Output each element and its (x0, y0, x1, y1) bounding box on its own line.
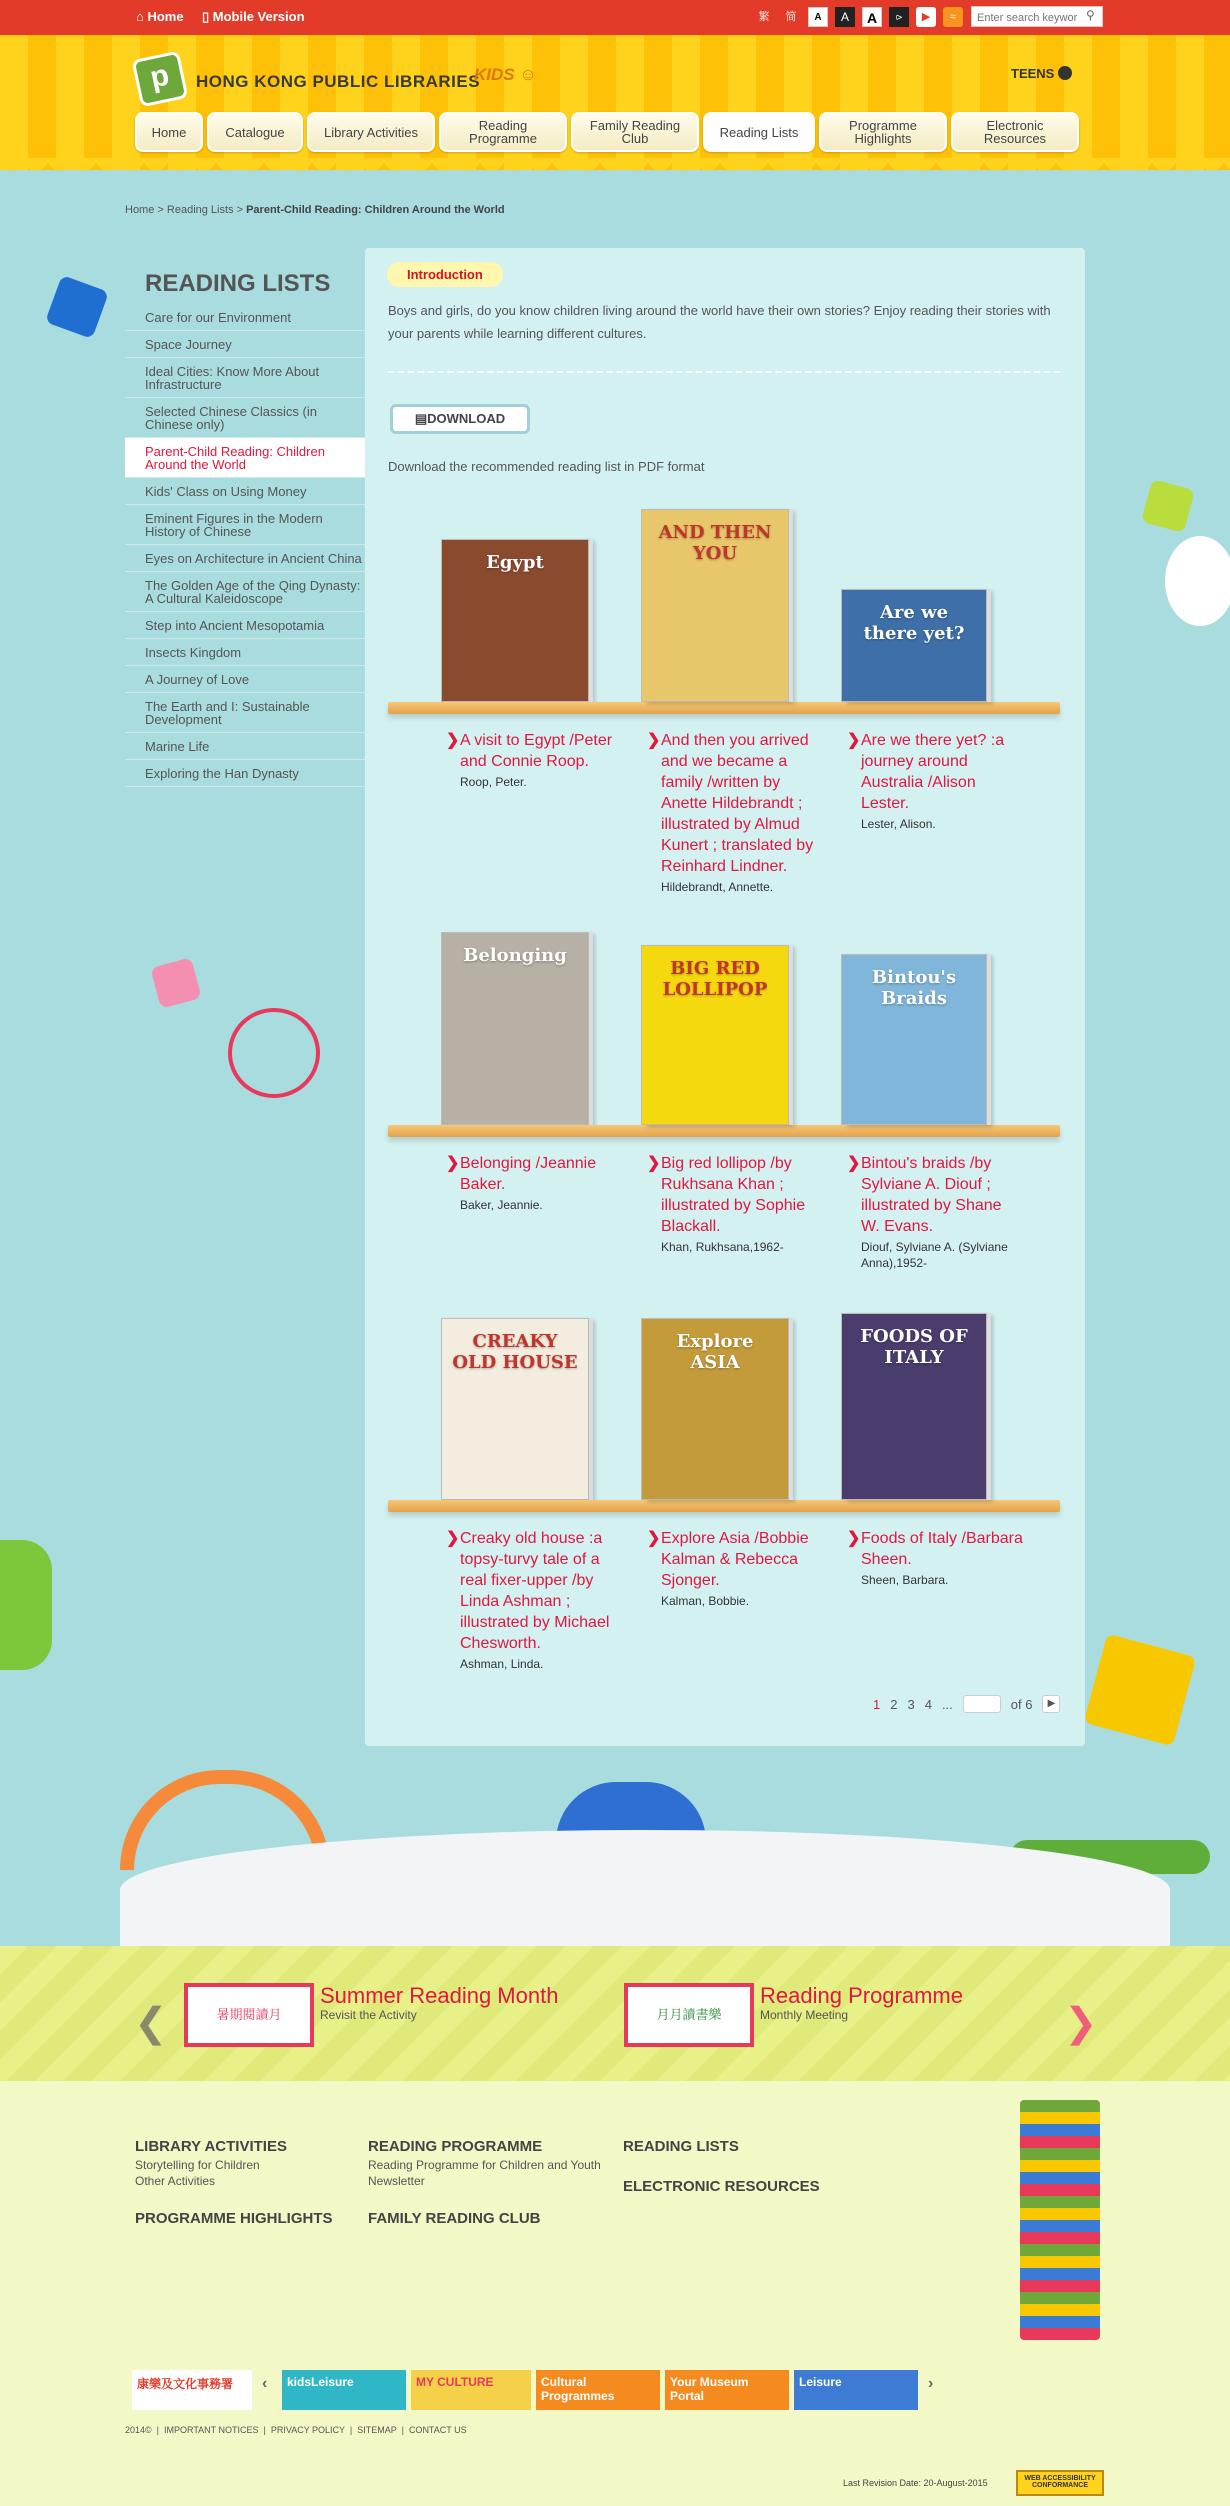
introduction-tag: Introduction (387, 262, 503, 287)
chevron-right-icon: ❯ (647, 1530, 661, 1547)
book-cover[interactable] (441, 1318, 589, 1500)
book-cover-title: AND THEN YOU (658, 522, 772, 564)
book-cover[interactable] (841, 1313, 987, 1500)
sidebar-item-environment[interactable]: Care for our Environment (125, 304, 365, 331)
web-accessibility-badge[interactable]: WEB ACCESSIBILITY CONFORMANCE (1016, 2470, 1104, 2496)
sidebar-title: READING LISTS (145, 270, 331, 297)
book-cover-title: Explore ASIA (676, 1331, 754, 1373)
share-icon[interactable]: ⪧ (889, 7, 909, 27)
kids-label: KIDS (474, 65, 515, 84)
chevron-right-icon: ❯ (847, 1155, 861, 1172)
sidebar-item-parent-child[interactable]: Parent-Child Reading: Children Around the World (125, 438, 365, 478)
book-title-link[interactable]: Belonging /Jeannie Baker. (460, 1155, 597, 1193)
sidebar-item-mesopotamia[interactable]: Step into Ancient Mesopotamia (125, 612, 365, 639)
chevron-right-icon: ❯ (446, 732, 460, 749)
teens-label: TEENS (1011, 66, 1055, 81)
bookshelf (388, 1500, 1060, 1512)
footer-library-activities[interactable]: LIBRARY ACTIVITIES (135, 2138, 287, 2155)
sidebar-item-chinese-classics[interactable]: Selected Chinese Classics (in Chinese only) (125, 398, 365, 438)
download-note: Download the recommended reading list in PDF format (388, 459, 705, 474)
book-entry (847, 1153, 1023, 1271)
open-book-illustration (120, 1830, 1170, 1950)
teens-link[interactable] (1011, 66, 1072, 81)
book-cover[interactable] (841, 954, 987, 1125)
book-title-link[interactable]: And then you arrived and we became a family /written by Anette Hildebrandt ; illustrated by Almud Kunert ; translated by Reinhard Lindner. (661, 732, 814, 875)
page-total: of 6 (1010, 1696, 1033, 1712)
book-author: Sheen, Barbara. (861, 1573, 949, 1587)
search-input[interactable] (971, 6, 1103, 27)
book-title-link[interactable]: A visit to Egypt /Peter and Connie Roop. (460, 732, 613, 770)
book-cover[interactable] (841, 589, 987, 702)
nav-programme-highlights[interactable]: Programme Highlights (819, 112, 947, 152)
blue-cube-icon (45, 275, 109, 339)
book-title-link[interactable]: Are we there yet? :a journey around Australia /Alison Lester. (861, 732, 1005, 812)
book-author: Roop, Peter. (460, 775, 527, 789)
font-medium-button[interactable]: A (835, 7, 855, 27)
introduction-text: Boys and girls, do you know children living around the world have their own stories? Enjoy reading their stories with your parents while learning different cultures. (388, 303, 1051, 341)
document-icon: ▤ (414, 411, 428, 426)
book-cover-title: CREAKY OLD HOUSE (452, 1331, 578, 1373)
rss-icon[interactable]: ≈ (943, 7, 963, 27)
download-button[interactable] (390, 404, 530, 434)
bookshelf (388, 702, 1060, 714)
nav-catalogue[interactable]: Catalogue (207, 112, 303, 152)
book-title-link[interactable]: Bintou's braids /by Sylviane A. Diouf ; illustrated by Shane W. Evans. (861, 1155, 1002, 1235)
nav-family-reading-club[interactable]: Family Reading Club (571, 112, 699, 152)
breadcrumb-home[interactable]: Home (125, 204, 155, 216)
page-2[interactable]: 2 (890, 1696, 898, 1712)
copyright: 2014© (125, 2425, 152, 2435)
book-title-link[interactable]: Explore Asia /Bobbie Kalman & Rebecca Sjonger. (661, 1530, 809, 1589)
book-cover[interactable] (441, 539, 589, 702)
book-entry (847, 1528, 1023, 1588)
page-ellipsis: ... (941, 1696, 953, 1712)
next-page-icon[interactable]: ▶ (1042, 1695, 1060, 1713)
chevron-right-icon: ❯ (446, 1155, 460, 1172)
font-large-button[interactable]: A (862, 7, 882, 27)
carousel-title-summer: Summer Reading Month (320, 1983, 559, 2008)
book-title-link[interactable]: Creaky old house :a topsy-turvy tale of a real fixer-upper /by Linda Ashman ; illustrated by Michael Chesworth. (460, 1530, 610, 1652)
book-cover[interactable] (641, 945, 789, 1125)
green-hexagon-icon (0, 1540, 52, 1670)
sidebar-item-han-dynasty[interactable]: Exploring the Han Dynasty (125, 760, 365, 787)
important-notices-link[interactable]: IMPORTANT NOTICES (164, 2425, 259, 2435)
sidebar (125, 270, 365, 787)
chevron-right-icon: ❯ (847, 1530, 861, 1547)
pink-cube-icon (150, 957, 201, 1008)
home-link[interactable]: ⌂ Home (136, 9, 184, 24)
sidebar-item-space[interactable]: Space Journey (125, 331, 365, 358)
smiley-icon: ☺ (519, 65, 537, 84)
footer-storytelling[interactable]: Storytelling for Children (135, 2158, 260, 2172)
bookshelf (388, 1125, 1060, 1137)
green-cube-icon (1141, 479, 1195, 533)
book-entry (647, 1528, 823, 1609)
museum-portal-logo[interactable]: Your Museum Portal (665, 2370, 789, 2410)
lcsd-logo[interactable]: 康樂及文化事務署 (132, 2370, 252, 2410)
simplified-chinese-link[interactable]: 简 (785, 11, 797, 23)
sidebar-item-eminent-figures[interactable]: Eminent Figures in the Modern History of Chinese (125, 505, 365, 545)
chevron-right-icon: ❯ (847, 732, 861, 749)
book-author: Khan, Rukhsana,1962- (661, 1240, 784, 1254)
pagination (873, 1695, 1060, 1713)
book-cover[interactable] (441, 932, 589, 1125)
breadcrumb-current: Parent-Child Reading: Children Around the World (246, 204, 505, 216)
book-cover-title: Belonging (463, 945, 567, 966)
book-entry (647, 1153, 823, 1255)
book-cover[interactable] (641, 509, 789, 702)
breadcrumb-reading-lists[interactable]: Reading Lists (166, 204, 234, 216)
sidebar-item-insects[interactable]: Insects Kingdom (125, 639, 365, 666)
book-stack-illustration (1020, 2100, 1100, 2340)
sidebar-item-money[interactable]: Kids' Class on Using Money (125, 478, 365, 505)
reading-programme-thumbnail: 月月讀書樂 (624, 1983, 754, 2047)
footer-electronic-resources[interactable]: ELECTRONIC RESOURCES (623, 2178, 820, 2195)
chevron-right-icon: ❯ (446, 1530, 460, 1547)
home-link-label: Home (147, 9, 184, 24)
partners-next-icon[interactable]: › (928, 2375, 934, 2392)
top-bar (0, 0, 1230, 35)
carousel-sub-reading: Monthly Meeting (760, 2008, 849, 2022)
book-title-link[interactable]: Big red lollipop /by Rukhsana Khan ; illustrated by Sophie Blackall. (661, 1155, 806, 1235)
book-author: Baker, Jeannie. (460, 1198, 543, 1212)
book-cover-title: Are we there yet? (863, 602, 965, 644)
chevron-right-icon: ❯ (647, 732, 661, 749)
nav-library-activities[interactable]: Library Activities (307, 112, 435, 152)
privacy-policy-link[interactable]: PRIVACY POLICY (270, 2425, 345, 2435)
download-label: DOWNLOAD (427, 411, 506, 426)
sitemap-link[interactable]: SITEMAP (357, 2425, 397, 2435)
partners-prev-icon[interactable]: ‹ (262, 2375, 268, 2392)
book-title-link[interactable]: Foods of Italy /Barbara Sheen. (861, 1530, 1023, 1568)
page-4[interactable]: 4 (924, 1696, 932, 1712)
kids-logo[interactable] (474, 65, 537, 85)
last-revision-date: Last Revision Date: 20-August-2015 (843, 2478, 988, 2488)
sidebar-item-marine-life[interactable]: Marine Life (125, 733, 365, 760)
divider (388, 371, 1060, 379)
carousel-next-icon[interactable]: ❯ (1064, 2001, 1098, 2045)
nav-reading-lists[interactable]: Reading Lists (703, 112, 815, 152)
footer-newsletter[interactable]: Newsletter (368, 2174, 425, 2188)
mobile-version-label: Mobile Version (212, 9, 305, 24)
yellow-cube-icon (1084, 1634, 1197, 1747)
breadcrumb: Home > Reading Lists > Parent-Child Reading: Children Around the World (125, 204, 505, 216)
book-cover-title: Egypt (486, 552, 544, 573)
sidebar-item-ideal-cities[interactable]: Ideal Cities: Know More About Infrastructure (125, 358, 365, 398)
mobile-version-link[interactable]: ▯ Mobile Version (202, 9, 305, 24)
carousel-prev-icon[interactable]: ❮ (134, 2001, 168, 2045)
hkpl-logo-icon[interactable] (132, 51, 189, 108)
traditional-chinese-link[interactable]: 繁 (758, 11, 770, 23)
youtube-icon[interactable]: ▶ (916, 7, 936, 27)
book-author: Hildebrandt, Annette. (661, 880, 774, 894)
summer-reading-thumbnail: 暑期閱讀月 (184, 1983, 314, 2047)
teens-badge-icon (1058, 66, 1072, 80)
book-cover-title: FOODS OF ITALY (860, 1326, 968, 1368)
red-apple-icon (228, 1008, 320, 1098)
font-small-button[interactable]: A (808, 7, 828, 27)
chevron-right-icon: ❯ (647, 1155, 661, 1172)
book-author: Diouf, Sylviane A. (Sylviane Anna),1952- (861, 1240, 1008, 1270)
footer-programme-highlights[interactable]: PROGRAMME HIGHLIGHTS (135, 2210, 333, 2227)
book-author: Kalman, Bobbie. (661, 1594, 750, 1608)
footer-reading-lists[interactable]: READING LISTS (623, 2138, 739, 2155)
nav-reading-programme[interactable]: Reading Programme (439, 112, 567, 152)
site-title[interactable]: HONG KONG PUBLIC LIBRARIES (196, 72, 481, 91)
footer-bottom-links: 2014© | IMPORTANT NOTICES | PRIVACY POLICY | SITEMAP | CONTACT US (125, 2425, 467, 2435)
book-entry (446, 730, 622, 790)
kids-leisure-logo[interactable]: kidsLeisure (282, 2370, 406, 2410)
nav-home[interactable]: Home (135, 112, 203, 152)
book-author: Ashman, Linda. (460, 1657, 544, 1671)
book-entry (847, 730, 1023, 832)
carousel-sub-summer: Revisit the Activity (320, 2008, 417, 2022)
leisure-logo[interactable]: Leisure (794, 2370, 918, 2410)
cloud-icon (1165, 536, 1230, 626)
footer-reading-programme[interactable]: READING PROGRAMME (368, 2138, 543, 2155)
search-icon[interactable]: ⚲ (1086, 8, 1095, 22)
book-entry (446, 1153, 622, 1213)
tool-bar (754, 7, 963, 27)
book-cover-title: BIG RED LOLLIPOP (662, 958, 768, 1000)
page-3[interactable]: 3 (907, 1696, 915, 1712)
footer-family-reading-club[interactable]: FAMILY READING CLUB (368, 2210, 541, 2227)
my-culture-logo[interactable]: MY CULTURE (411, 2370, 531, 2410)
book-entry (446, 1528, 622, 1672)
sidebar-item-sustainable[interactable]: The Earth and I: Sustainable Development (125, 693, 365, 733)
book-entry (647, 730, 823, 895)
carousel-title-reading: Reading Programme (760, 1983, 963, 2008)
book-cover-title: Bintou's Braids (871, 967, 957, 1009)
content-panel (365, 248, 1085, 1746)
sidebar-item-architecture[interactable]: Eyes on Architecture in Ancient China (125, 545, 365, 572)
sidebar-item-qing-dynasty[interactable]: The Golden Age of the Qing Dynasty: A Cultural Kaleidoscope (125, 572, 365, 612)
cultural-programmes-logo[interactable]: Cultural Programmes (536, 2370, 660, 2410)
footer-other-activities[interactable]: Other Activities (135, 2174, 216, 2188)
page-number-input[interactable] (963, 1695, 1001, 1713)
book-author: Lester, Alison. (861, 817, 936, 831)
book-cover[interactable] (641, 1318, 789, 1500)
contact-us-link[interactable]: CONTACT US (408, 2425, 467, 2435)
page-1[interactable]: 1 (873, 1696, 881, 1712)
main-nav (135, 112, 1079, 152)
footer-reading-programme-children[interactable]: Reading Programme for Children and Youth (368, 2158, 601, 2172)
nav-electronic-resources[interactable]: Electronic Resources (951, 112, 1079, 152)
sidebar-item-journey-of-love[interactable]: A Journey of Love (125, 666, 365, 693)
partner-logos (132, 2370, 943, 2410)
